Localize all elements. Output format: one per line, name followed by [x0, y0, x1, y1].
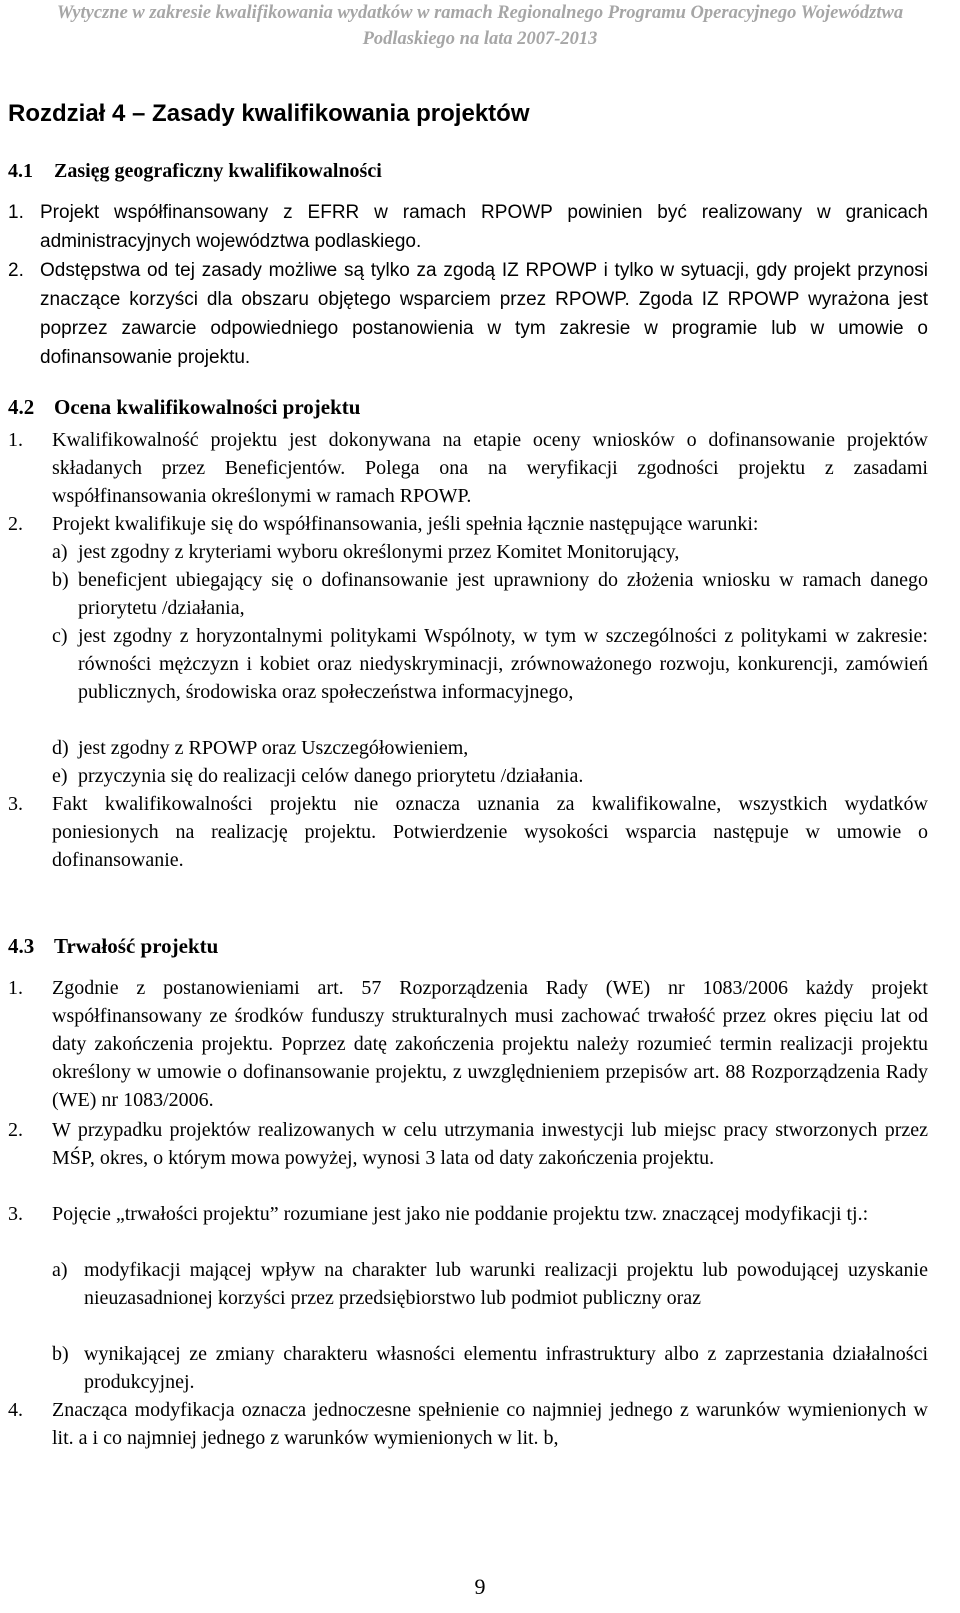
list-item-text: przyczynia się do realizacji celów danego priorytetu /działania. [78, 765, 584, 787]
paragraph-text: Kwalifikowalność projektu jest dokonywana na etapie oceny wniosków o dofinansowanie projektów składanych przez Beneficjentów. Polega ona na weryfikacji zgodności projektu z zasadami współfinansowania określonymi w ramach RPOWP. [52, 429, 928, 507]
section-number: 4.2 [8, 395, 35, 419]
paragraph-4-3-3 [8, 1200, 928, 1228]
list-item-label: c) [52, 625, 68, 647]
section-title: Ocena kwalifikowalności projektu [54, 395, 361, 419]
list-item-label: d) [52, 737, 69, 759]
paragraph-text: Znacząca modyfikacja oznacza jednoczesne spełnienie co najmniej jednego z warunków wymienionych w lit. a i co najmniej jednego z warunków wymienionych w lit. b, [52, 1399, 928, 1449]
section-heading-4-2 [8, 395, 360, 420]
paragraph-number: 2. [8, 260, 24, 281]
list-item-c [52, 622, 928, 706]
list-item-text: beneficjent ubiegający się o dofinansowanie jest uprawniony do złożenia wniosku w ramach danego priorytetu /działania, [78, 569, 928, 619]
paragraph-4-3-1 [8, 974, 928, 1114]
paragraph-number: 4. [8, 1399, 23, 1421]
paragraph-number: 1. [8, 429, 23, 451]
paragraph-number: 3. [8, 1203, 23, 1225]
list-item-label: a) [52, 1259, 68, 1281]
list-item-label: b) [52, 569, 69, 591]
list-item-text: jest zgodny z kryteriami wyboru określonymi przez Komitet Monitorujący, [78, 541, 680, 563]
list-item-text: wynikającej ze zmiany charakteru własności elementu infrastruktury albo z zaprzestania działalności produkcyjnej. [84, 1343, 928, 1393]
paragraph-text: Zgodnie z postanowieniami art. 57 Rozporządzenia Rady (WE) nr 1083/2006 każdy projekt współfinansowany ze środków funduszy strukturalnych musi zachować trwałość przez okres pięciu lat od daty zakończenia projektu. Poprzez datę zakończenia projektu należy rozumieć termin realizacji projektu określony w umowie o dofinansowanie projektu, z uwzględnieniem przepisów art. 88 Rozporządzenia Rady (WE) nr 1083/2006. [52, 977, 928, 1111]
paragraph-number: 2. [8, 513, 23, 535]
section-title: Trwałość projektu [54, 934, 219, 958]
chapter-title: Rozdział 4 – Zasady kwalifikowania projektów [8, 100, 530, 127]
paragraph-number: 1. [8, 202, 24, 223]
list-item-label: a) [52, 541, 68, 563]
paragraph-4-3-4 [8, 1396, 928, 1452]
paragraph-number: 1. [8, 977, 23, 999]
paragraph-text: Projekt kwalifikuje się do współfinansowania, jeśli spełnia łącznie następujące warunki: [52, 513, 759, 535]
paragraph-text: Fakt kwalifikowalności projektu nie oznacza uznania za kwalifikowalne, wszystkich wydatków poniesionych na realizację projektu. Potwierdzenie wysokości wsparcia następuje w umowie o dofinansowanie. [52, 793, 928, 871]
section-heading-4-1 [8, 160, 382, 183]
list-item-a [52, 538, 928, 566]
header-line-2: Podlaskiego na lata 2007-2013 [362, 29, 598, 49]
document-running-header [0, 0, 960, 52]
list-item-text: modyfikacji mającej wpływ na charakter lub warunki realizacji projektu lub powodującej uzyskanie nieuzasadnionej korzyści przez przedsiębiorstwo lub podmiot publiczny oraz [84, 1259, 928, 1309]
section-number: 4.3 [8, 934, 35, 958]
paragraph-4-2-2 [8, 510, 928, 538]
paragraph-4-1-2 [8, 256, 928, 372]
list-item-label: e) [52, 765, 68, 787]
paragraph-text: Pojęcie „trwałości projektu” rozumiane jest jako nie poddanie projektu tzw. znaczącej modyfikacji tj.: [52, 1203, 869, 1225]
paragraph-4-2-3 [8, 790, 928, 874]
paragraph-text: Odstępstwa od tej zasady możliwe są tylko za zgodą IZ RPOWP i tylko w sytuacji, gdy projekt przynosi znaczące korzyści dla obszaru objętego wsparciem przez RPOWP. Zgoda IZ RPOWP wyrażona jest poprzez zawarcie odpowiedniego postanowienia w tym zakresie w programie lub w umowie o dofinansowanie projektu. [40, 260, 928, 368]
paragraph-4-2-1 [8, 426, 928, 510]
list-item-e [52, 762, 928, 790]
list-item-d [52, 734, 928, 762]
list-item-b [52, 1340, 928, 1396]
list-item-b [52, 566, 928, 622]
paragraph-4-3-2 [8, 1116, 928, 1172]
paragraph-4-1-1 [8, 198, 928, 256]
section-title: Zasięg geograficzny kwalifikowalności [54, 160, 382, 182]
paragraph-number: 2. [8, 1119, 23, 1141]
section-heading-4-3 [8, 934, 218, 959]
header-line-1: Wytyczne w zakresie kwalifikowania wydatków w ramach Regionalnego Programu Operacyjnego Województwa [56, 3, 904, 23]
list-item-a [52, 1256, 928, 1312]
list-item-text: jest zgodny z RPOWP oraz Uszczegółowieniem, [78, 737, 469, 759]
paragraph-number: 3. [8, 793, 23, 815]
section-number: 4.1 [8, 160, 33, 182]
paragraph-text: W przypadku projektów realizowanych w celu utrzymania inwestycji lub miejsc pracy stworzonych przez MŚP, okres, o którym mowa powyżej, wynosi 3 lata od daty zakończenia projektu. [52, 1119, 928, 1169]
list-item-text: jest zgodny z horyzontalnymi politykami Wspólnoty, w tym w szczególności z politykami w zakresie: równości mężczyzn i kobiet oraz niedyskryminacji, zrównoważonego rozwoju, konkurencji, zamówień publicznych, środowiska oraz społeczeństwa informacyjnego, [78, 625, 928, 703]
list-item-label: b) [52, 1343, 69, 1365]
page-number: 9 [474, 1574, 486, 1599]
paragraph-text: Projekt współfinansowany z EFRR w ramach RPOWP powinien być realizowany w granicach administracyjnych województwa podlaskiego. [40, 202, 928, 252]
